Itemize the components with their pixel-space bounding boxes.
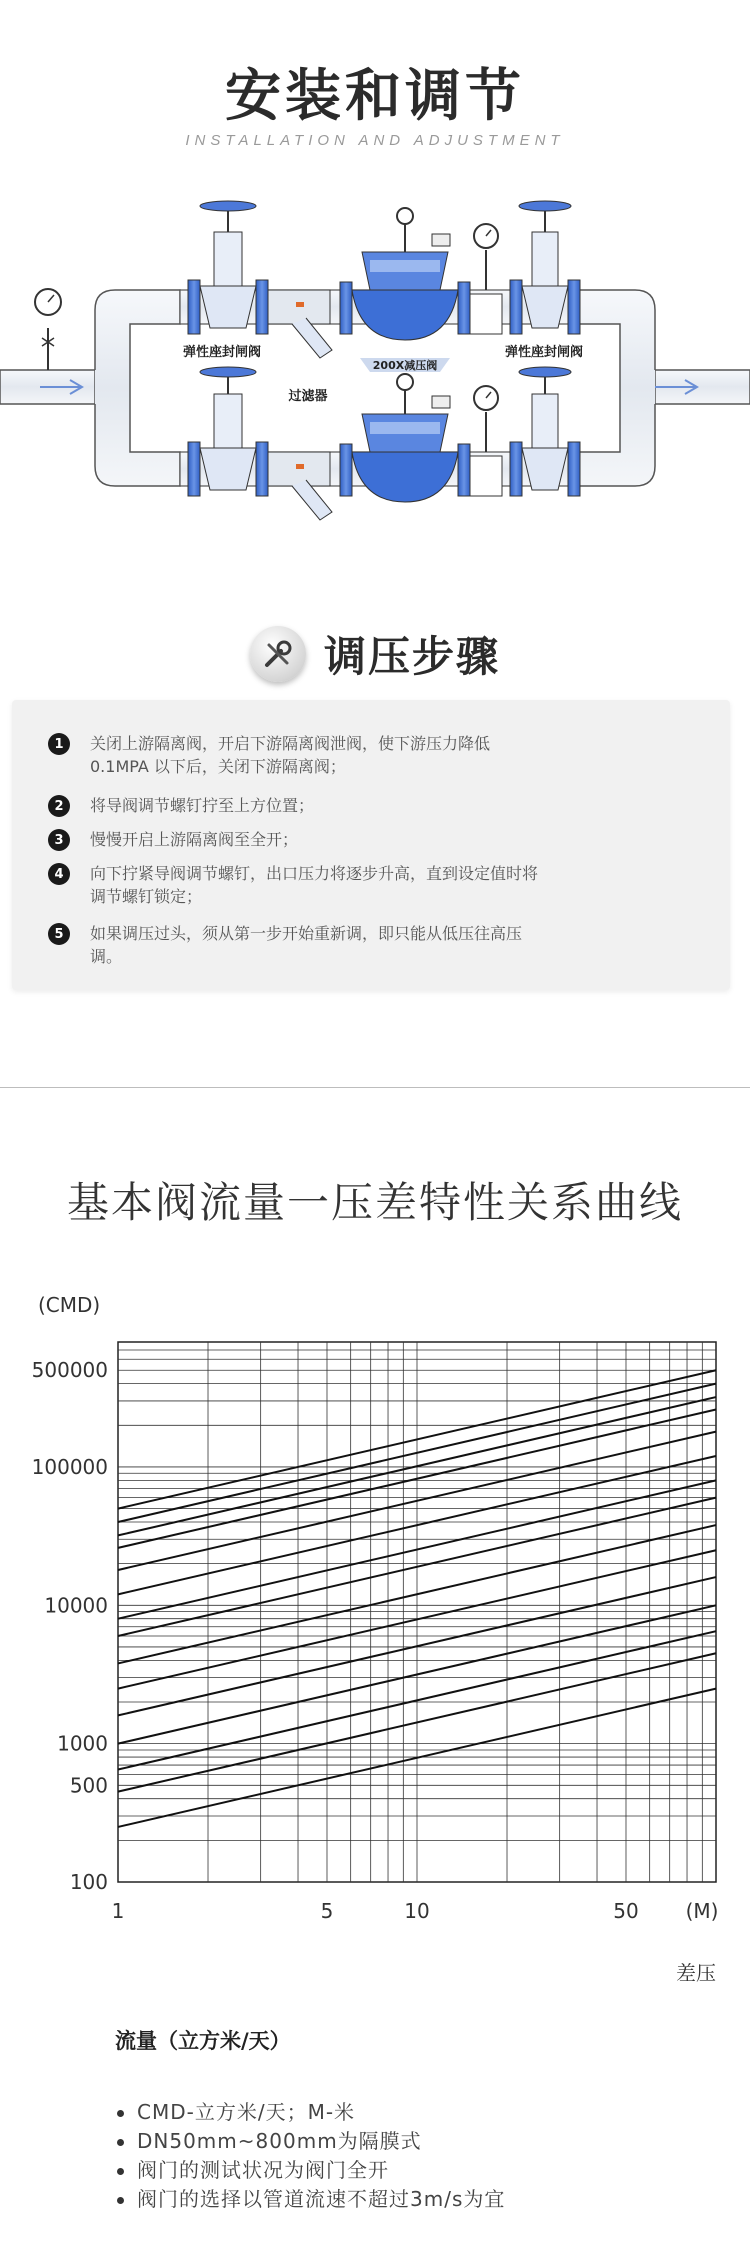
step-text: 将导阀调节螺钉拧至上方位置； [90,796,315,815]
outlet-gauge-lower [470,386,502,496]
page-title: 安装和调节 [225,64,525,129]
wrench-screwdriver-icon [250,626,306,682]
strainer-upper [268,290,332,358]
step-number: 3 [48,829,70,851]
y-tick-label: 1000 [57,1731,108,1756]
label-right-gate-valve: 弹性座封闸阀 [504,345,584,360]
steps-heading [0,620,750,688]
chart-title: 基本阀流量一压差特性关系曲线 [66,1178,683,1227]
flow-unit-label: 流量（立方米/天） [115,2029,291,2053]
y-tick-label: 100 [69,1870,108,1894]
x-axis-unit-label: (M) [685,1899,719,1923]
outlet-gauge-upper [470,224,502,334]
note-item: 阀门的选择以管道流速不超过3m/s为宜 [115,2185,505,2214]
step-item [48,794,548,817]
note-item: DN50mm~800mm为隔膜式 [115,2127,505,2156]
inlet-pressure-gauge [35,289,61,370]
y-tick-label: 100000 [31,1454,108,1479]
chart-ticks [32,1358,639,1923]
step-number: 4 [48,863,70,885]
step-number: 5 [48,923,70,945]
step-text: 慢慢开启上游隔离阀至全开； [90,830,299,849]
step-item [48,862,548,908]
x-axis-label: 差压 [676,1961,716,1985]
step-text: 向下拧紧导阀调节螺钉，出口压力将逐步升高，直到设定值时将调节螺钉锁定； [90,864,539,906]
x-tick-label: 10 [404,1899,430,1923]
note-item: 阀门的测试状况为阀门全开 [115,2156,505,2185]
step-number: 2 [48,795,70,817]
step-number: 1 [48,733,70,755]
section-divider [0,1087,750,1088]
x-tick-label: 1 [111,1899,125,1923]
notes-list [115,2098,505,2214]
gate-valve-upper-right [510,201,580,334]
installation-diagram [0,190,750,570]
step-item [48,732,548,778]
page-subtitle: INSTALLATION AND ADJUSTMENT [185,132,565,149]
label-left-gate-valve: 弹性座封闸阀 [182,345,262,360]
note-item: CMD-立方米/天；M-米 [115,2098,505,2127]
gate-valve-upper-left [188,201,268,334]
strainer-lower [268,452,332,520]
step-item [48,828,548,851]
label-filter: 过滤器 [288,389,328,404]
gate-valve-lower-left [188,367,268,496]
steps-card [12,700,730,990]
y-tick-label: 500000 [31,1358,108,1383]
x-tick-label: 5 [320,1899,334,1923]
chart-grid [118,1342,716,1882]
y-tick-label: 500 [69,1773,108,1798]
x-tick-label: 50 [613,1899,639,1923]
step-text: 关闭上游隔离阀，开启下游隔离阀泄阀，使下游压力降低0.1MPA 以下后，关闭下游隔离阀； [90,734,491,776]
y-tick-label: 10000 [44,1593,108,1618]
label-main-valve: 200X减压阀 [372,359,438,372]
y-axis-label: (CMD) [38,1293,101,1317]
flow-pressure-chart [0,1270,750,1990]
gate-valve-lower-right [510,367,580,496]
step-item [48,922,548,968]
steps-title: 调压步骤 [323,632,500,681]
step-text: 如果调压过头，须从第一步开始重新调，即只能从低压往高压调。 [90,924,523,966]
